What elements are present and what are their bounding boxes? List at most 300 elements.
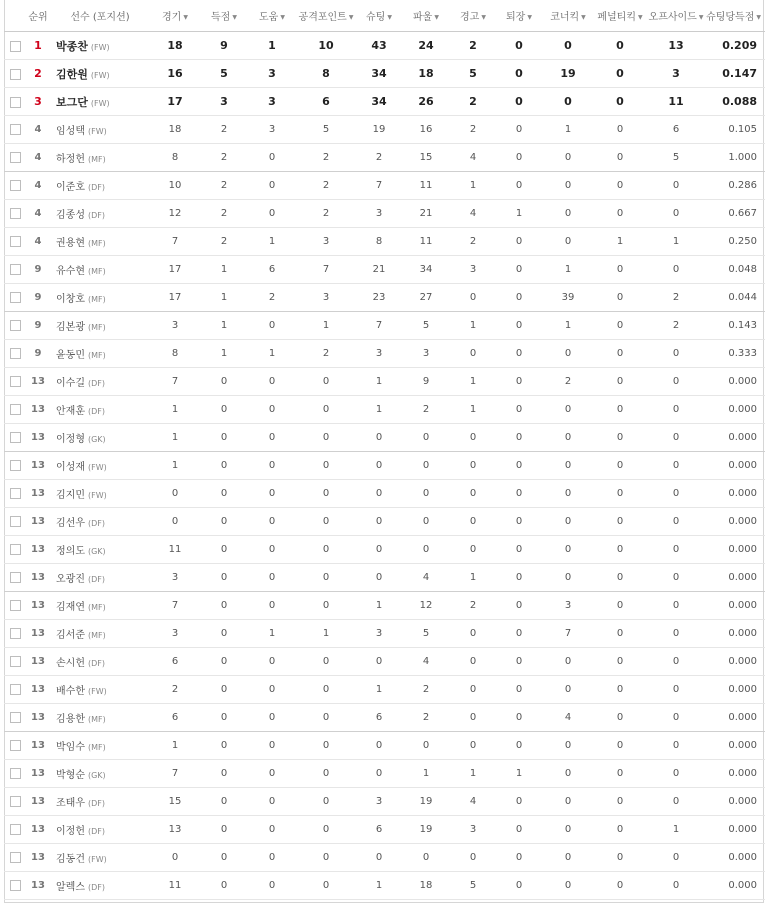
stat-cell-assists: 0	[248, 144, 296, 172]
stat-cell-corner-kicks: 0	[542, 508, 594, 536]
row-checkbox[interactable]	[10, 432, 21, 443]
player-cell	[50, 536, 150, 564]
table-row[interactable]	[4, 732, 765, 760]
column-header-fouls[interactable]	[402, 0, 450, 32]
player-cell	[50, 788, 150, 816]
row-checkbox[interactable]	[10, 264, 21, 275]
stat-cell-yellow-cards: 1	[450, 396, 496, 424]
row-checkbox[interactable]	[10, 376, 21, 387]
sort-arrow-icon[interactable]: ▼	[698, 14, 704, 21]
row-checkbox[interactable]	[10, 152, 21, 163]
stat-cell-assists: 0	[248, 732, 296, 760]
stat-cell-yellow-cards: 1	[450, 172, 496, 200]
stat-cell-offsides: 0	[646, 844, 706, 872]
stat-cell-goals-per-shot: 0.000	[706, 564, 765, 592]
stat-cell-offsides: 0	[646, 648, 706, 676]
stat-cell-red-cards: 0	[496, 144, 542, 172]
stat-cell-yellow-cards: 0	[450, 480, 496, 508]
stat-cell-games: 3	[150, 312, 200, 340]
stat-cell-games: 6	[150, 648, 200, 676]
row-checkbox[interactable]	[10, 41, 21, 52]
stat-cell-offsides: 2	[646, 284, 706, 312]
rank-cell: 2	[26, 60, 50, 88]
stat-cell-yellow-cards: 0	[450, 648, 496, 676]
stat-cell-red-cards: 0	[496, 228, 542, 256]
row-checkbox[interactable]	[10, 824, 21, 835]
rank-cell: 13	[26, 676, 50, 704]
stat-cell-corner-kicks: 0	[542, 452, 594, 480]
player-name[interactable]: 김지민	[56, 490, 85, 501]
row-checkbox-cell	[4, 340, 26, 368]
stat-cell-corner-kicks: 0	[542, 424, 594, 452]
stat-cell-goals-per-shot: 0.000	[706, 704, 765, 732]
stat-cell-offsides: 0	[646, 592, 706, 620]
stat-cell-goals: 0	[200, 508, 248, 536]
stat-cell-attack-points: 0	[296, 844, 356, 872]
player-position: (FW)	[87, 855, 107, 864]
stat-cell-attack-points: 0	[296, 508, 356, 536]
column-header-goals[interactable]	[200, 0, 248, 32]
stat-cell-goals-per-shot: 0.000	[706, 480, 765, 508]
stat-cell-corner-kicks: 0	[542, 732, 594, 760]
stat-cell-shots: 3	[356, 620, 402, 648]
table-row[interactable]	[4, 228, 765, 256]
rank-cell: 13	[26, 788, 50, 816]
row-checkbox-cell	[4, 172, 26, 200]
stat-cell-games: 1	[150, 732, 200, 760]
stat-cell-games: 7	[150, 592, 200, 620]
row-checkbox[interactable]	[10, 852, 21, 863]
rank-cell: 9	[26, 256, 50, 284]
stat-cell-offsides: 0	[646, 340, 706, 368]
stat-cell-goals: 1	[200, 256, 248, 284]
rank-cell: 13	[26, 760, 50, 788]
stat-cell-assists: 0	[248, 704, 296, 732]
stat-cell-offsides: 0	[646, 508, 706, 536]
player-name[interactable]: 이성재	[56, 462, 85, 473]
sort-arrow-icon[interactable]: ▼	[232, 14, 237, 21]
row-checkbox[interactable]	[10, 460, 21, 471]
sort-arrow-icon[interactable]: ▼	[581, 14, 586, 21]
column-header-offsides[interactable]	[646, 0, 706, 32]
player-name[interactable]: 권용현	[56, 238, 85, 249]
stat-cell-goals: 0	[200, 732, 248, 760]
row-checkbox[interactable]	[10, 69, 21, 80]
column-header-label: 파울	[413, 12, 433, 23]
row-checkbox[interactable]	[10, 712, 21, 723]
table-row[interactable]	[4, 256, 765, 284]
row-checkbox[interactable]	[10, 488, 21, 499]
stat-cell-shots: 7	[356, 312, 402, 340]
player-name[interactable]: 김선우	[56, 518, 85, 529]
row-checkbox[interactable]	[10, 740, 21, 751]
stat-cell-penalty-kicks: 0	[594, 844, 646, 872]
stat-cell-yellow-cards: 2	[450, 592, 496, 620]
table-row[interactable]	[4, 676, 765, 704]
table-row[interactable]	[4, 592, 765, 620]
table-row[interactable]	[4, 452, 765, 480]
stat-cell-goals-per-shot: 0.000	[706, 760, 765, 788]
stat-cell-attack-points: 6	[296, 88, 356, 116]
stat-cell-corner-kicks: 1	[542, 312, 594, 340]
stat-cell-red-cards: 0	[496, 676, 542, 704]
player-name[interactable]: 김재연	[56, 602, 85, 613]
stat-cell-penalty-kicks: 0	[594, 452, 646, 480]
stat-cell-shots: 3	[356, 340, 402, 368]
row-checkbox[interactable]	[10, 628, 21, 639]
player-name[interactable]: 이준호	[56, 182, 85, 193]
player-name[interactable]: 김용한	[56, 714, 85, 725]
stat-cell-red-cards: 0	[496, 172, 542, 200]
row-checkbox[interactable]	[10, 320, 21, 331]
player-position: (DF)	[87, 211, 105, 220]
stat-cell-goals-per-shot: 0.667	[706, 200, 765, 228]
stat-cell-penalty-kicks: 0	[594, 424, 646, 452]
player-name[interactable]: 보그단	[56, 95, 88, 109]
player-name[interactable]: 이정헌	[56, 826, 85, 837]
stat-cell-red-cards: 0	[496, 788, 542, 816]
table-row[interactable]	[4, 816, 765, 844]
player-position: (DF)	[87, 883, 105, 892]
stat-cell-yellow-cards: 1	[450, 312, 496, 340]
stat-cell-penalty-kicks: 0	[594, 816, 646, 844]
player-position: (DF)	[87, 799, 105, 808]
stat-cell-offsides: 0	[646, 424, 706, 452]
stat-cell-goals: 0	[200, 480, 248, 508]
stat-cell-fouls: 4	[402, 564, 450, 592]
stat-cell-games: 13	[150, 816, 200, 844]
stat-cell-goals-per-shot: 0.000	[706, 844, 765, 872]
player-name[interactable]: 김본광	[56, 322, 85, 333]
stat-cell-offsides: 0	[646, 452, 706, 480]
player-position: (MF)	[87, 743, 106, 752]
player-name[interactable]: 알렉스	[56, 882, 85, 893]
row-checkbox[interactable]	[10, 544, 21, 555]
row-checkbox[interactable]	[10, 97, 21, 108]
stat-cell-penalty-kicks: 0	[594, 116, 646, 144]
player-name[interactable]: 박임수	[56, 742, 85, 753]
stat-cell-assists: 3	[248, 116, 296, 144]
stat-cell-red-cards: 0	[496, 60, 542, 88]
stat-cell-yellow-cards: 0	[450, 620, 496, 648]
stat-cell-fouls: 11	[402, 228, 450, 256]
stat-cell-goals-per-shot: 0.000	[706, 732, 765, 760]
row-checkbox[interactable]	[10, 656, 21, 667]
player-name[interactable]: 박형순	[56, 770, 85, 781]
stat-cell-red-cards: 0	[496, 312, 542, 340]
stat-cell-corner-kicks: 1	[542, 116, 594, 144]
table-row[interactable]	[4, 480, 765, 508]
stat-cell-games: 0	[150, 480, 200, 508]
table-row[interactable]	[4, 424, 765, 452]
player-name[interactable]: 오광진	[56, 574, 85, 585]
player-name[interactable]: 정의도	[56, 546, 85, 557]
column-header-label: 득점	[211, 12, 231, 23]
stat-cell-assists: 0	[248, 844, 296, 872]
column-header-attack-points[interactable]	[296, 0, 356, 32]
stat-cell-red-cards: 0	[496, 256, 542, 284]
column-header-goals-per-shot[interactable]	[706, 0, 765, 32]
player-name[interactable]: 배수한	[56, 686, 85, 697]
table-row[interactable]	[4, 620, 765, 648]
stat-cell-offsides: 0	[646, 760, 706, 788]
table-row[interactable]	[4, 508, 765, 536]
player-name[interactable]: 김종성	[56, 210, 85, 221]
stat-cell-games: 7	[150, 228, 200, 256]
sort-arrow-icon[interactable]: ▼	[348, 14, 354, 21]
rank-cell: 9	[26, 340, 50, 368]
table-row[interactable]	[4, 564, 765, 592]
column-header-corner-kicks[interactable]	[542, 0, 594, 32]
row-checkbox[interactable]	[10, 796, 21, 807]
player-name[interactable]: 임성택	[56, 126, 85, 137]
stat-cell-penalty-kicks: 0	[594, 88, 646, 116]
column-header-games[interactable]	[150, 0, 200, 32]
row-checkbox[interactable]	[10, 292, 21, 303]
stat-cell-offsides: 0	[646, 564, 706, 592]
player-position: (FW)	[87, 127, 107, 136]
table-row[interactable]	[4, 536, 765, 564]
stat-cell-shots: 0	[356, 732, 402, 760]
player-position: (DF)	[87, 659, 105, 668]
row-checkbox[interactable]	[10, 208, 21, 219]
table-row[interactable]	[4, 200, 765, 228]
player-position: (MF)	[87, 295, 106, 304]
stat-cell-shots: 3	[356, 788, 402, 816]
stat-cell-red-cards: 0	[496, 368, 542, 396]
stat-cell-yellow-cards: 4	[450, 200, 496, 228]
player-cell	[50, 872, 150, 900]
stat-cell-yellow-cards: 4	[450, 144, 496, 172]
player-name[interactable]: 안재훈	[56, 406, 85, 417]
stat-cell-assists: 3	[248, 88, 296, 116]
row-checkbox[interactable]	[10, 404, 21, 415]
table-row[interactable]	[4, 704, 765, 732]
stat-cell-fouls: 5	[402, 620, 450, 648]
stat-cell-red-cards: 0	[496, 592, 542, 620]
stat-cell-fouls: 5	[402, 312, 450, 340]
table-row[interactable]	[4, 284, 765, 312]
table-row[interactable]	[4, 60, 765, 88]
table-row[interactable]	[4, 172, 765, 200]
row-checkbox-cell	[4, 228, 26, 256]
player-name[interactable]: 김서준	[56, 630, 85, 641]
stat-cell-assists: 0	[248, 508, 296, 536]
sort-arrow-icon[interactable]: ▼	[434, 14, 439, 21]
stat-cell-fouls: 24	[402, 32, 450, 60]
player-cell	[50, 508, 150, 536]
row-checkbox[interactable]	[10, 348, 21, 359]
column-header-yellow-cards[interactable]	[450, 0, 496, 32]
stat-cell-fouls: 0	[402, 844, 450, 872]
sort-arrow-icon[interactable]: ▼	[280, 14, 285, 21]
stat-cell-corner-kicks: 3	[542, 592, 594, 620]
stat-cell-offsides: 0	[646, 200, 706, 228]
stat-cell-corner-kicks: 0	[542, 872, 594, 900]
stat-cell-games: 17	[150, 284, 200, 312]
stat-cell-attack-points: 0	[296, 872, 356, 900]
table-row[interactable]	[4, 32, 765, 60]
table-row[interactable]	[4, 844, 765, 872]
player-cell	[50, 564, 150, 592]
row-checkbox[interactable]	[10, 768, 21, 779]
row-checkbox[interactable]	[10, 684, 21, 695]
stat-cell-games: 8	[150, 144, 200, 172]
stat-cell-goals-per-shot: 0.143	[706, 312, 765, 340]
stat-cell-goals-per-shot: 0.048	[706, 256, 765, 284]
stat-cell-offsides: 0	[646, 620, 706, 648]
column-header-penalty-kicks[interactable]	[594, 0, 646, 32]
row-checkbox[interactable]	[10, 880, 21, 891]
table-row[interactable]	[4, 144, 765, 172]
rank-cell: 13	[26, 844, 50, 872]
table-row[interactable]	[4, 396, 765, 424]
column-header-red-cards[interactable]	[496, 0, 542, 32]
stat-cell-offsides: 1	[646, 816, 706, 844]
stat-cell-fouls: 18	[402, 872, 450, 900]
player-name[interactable]: 조태우	[56, 798, 85, 809]
stat-cell-assists: 0	[248, 564, 296, 592]
column-header-label: 퇴장	[506, 12, 526, 23]
sort-arrow-icon[interactable]: ▼	[756, 14, 761, 21]
player-name[interactable]: 박종찬	[56, 39, 88, 53]
player-name[interactable]: 윤동민	[56, 350, 85, 361]
stat-cell-shots: 0	[356, 452, 402, 480]
stat-cell-red-cards: 0	[496, 508, 542, 536]
row-checkbox[interactable]	[10, 180, 21, 191]
stat-cell-offsides: 0	[646, 732, 706, 760]
stat-cell-red-cards: 0	[496, 480, 542, 508]
player-cell	[50, 144, 150, 172]
stat-cell-fouls: 27	[402, 284, 450, 312]
row-checkbox-cell	[4, 368, 26, 396]
stat-cell-shots: 1	[356, 872, 402, 900]
stat-cell-yellow-cards: 1	[450, 368, 496, 396]
player-position: (DF)	[87, 379, 105, 388]
stat-cell-red-cards: 0	[496, 32, 542, 60]
row-checkbox-cell	[4, 32, 26, 60]
stat-cell-fouls: 0	[402, 424, 450, 452]
row-checkbox[interactable]	[10, 572, 21, 583]
stat-cell-red-cards: 1	[496, 200, 542, 228]
player-name[interactable]: 하정헌	[56, 154, 85, 165]
stat-cell-red-cards: 0	[496, 536, 542, 564]
stat-cell-games: 17	[150, 88, 200, 116]
rank-cell: 13	[26, 816, 50, 844]
sort-arrow-icon[interactable]: ▼	[527, 14, 532, 21]
row-checkbox-cell	[4, 816, 26, 844]
player-cell	[50, 732, 150, 760]
stat-cell-fouls: 4	[402, 648, 450, 676]
stat-cell-penalty-kicks: 0	[594, 676, 646, 704]
table-row[interactable]	[4, 872, 765, 900]
stat-cell-shots: 1	[356, 368, 402, 396]
rank-cell: 1	[26, 32, 50, 60]
sort-arrow-icon[interactable]: ▼	[481, 14, 486, 21]
stat-cell-yellow-cards: 4	[450, 788, 496, 816]
player-cell	[50, 648, 150, 676]
player-name[interactable]: 손시헌	[56, 658, 85, 669]
player-position: (MF)	[87, 155, 106, 164]
stat-cell-offsides: 0	[646, 256, 706, 284]
table-row[interactable]	[4, 312, 765, 340]
stat-cell-penalty-kicks: 0	[594, 256, 646, 284]
table-row[interactable]	[4, 788, 765, 816]
stat-cell-goals: 0	[200, 872, 248, 900]
sort-arrow-icon[interactable]: ▼	[638, 14, 643, 21]
row-checkbox[interactable]	[10, 236, 21, 247]
stat-cell-games: 12	[150, 200, 200, 228]
player-name[interactable]: 이수길	[56, 378, 85, 389]
table-row[interactable]	[4, 340, 765, 368]
stat-cell-corner-kicks: 0	[542, 200, 594, 228]
player-name[interactable]: 유수현	[56, 266, 85, 277]
row-checkbox-cell	[4, 480, 26, 508]
stat-cell-penalty-kicks: 0	[594, 704, 646, 732]
player-cell	[50, 172, 150, 200]
stat-cell-red-cards: 0	[496, 116, 542, 144]
player-position: (FW)	[87, 491, 107, 500]
player-name[interactable]: 이창호	[56, 294, 85, 305]
stat-cell-offsides: 1	[646, 228, 706, 256]
row-checkbox-cell	[4, 452, 26, 480]
stat-cell-attack-points: 2	[296, 200, 356, 228]
row-checkbox-cell	[4, 424, 26, 452]
column-header-shots[interactable]	[356, 0, 402, 32]
stat-cell-penalty-kicks: 1	[594, 228, 646, 256]
stat-cell-games: 11	[150, 536, 200, 564]
stat-cell-yellow-cards: 2	[450, 116, 496, 144]
sort-arrow-icon[interactable]: ▼	[183, 14, 188, 21]
player-cell	[50, 88, 150, 116]
column-header-label: 오프사이드	[648, 12, 697, 23]
column-header-assists[interactable]	[248, 0, 296, 32]
stat-cell-goals-per-shot: 0.000	[706, 816, 765, 844]
player-position: (FW)	[87, 463, 107, 472]
stat-cell-offsides: 13	[646, 32, 706, 60]
row-checkbox[interactable]	[10, 124, 21, 135]
table-row[interactable]	[4, 116, 765, 144]
table-row[interactable]	[4, 648, 765, 676]
stat-cell-goals: 0	[200, 396, 248, 424]
stat-cell-games: 6	[150, 704, 200, 732]
table-row[interactable]	[4, 88, 765, 116]
stat-cell-yellow-cards: 0	[450, 340, 496, 368]
stat-cell-goals-per-shot: 1.000	[706, 144, 765, 172]
player-name[interactable]: 김한원	[56, 67, 88, 81]
stat-cell-penalty-kicks: 0	[594, 732, 646, 760]
table-row[interactable]	[4, 368, 765, 396]
stat-cell-yellow-cards: 0	[450, 844, 496, 872]
row-checkbox-cell	[4, 116, 26, 144]
stat-cell-shots: 3	[356, 200, 402, 228]
stat-cell-goals-per-shot: 0.286	[706, 172, 765, 200]
stat-cell-goals-per-shot: 0.000	[706, 676, 765, 704]
table-row[interactable]	[4, 760, 765, 788]
player-position: (GK)	[87, 547, 106, 556]
stat-cell-shots: 0	[356, 648, 402, 676]
player-name[interactable]: 김동건	[56, 854, 85, 865]
stat-cell-goals: 2	[200, 116, 248, 144]
stat-cell-fouls: 3	[402, 340, 450, 368]
stat-cell-corner-kicks: 0	[542, 340, 594, 368]
sort-arrow-icon[interactable]: ▼	[387, 14, 392, 21]
row-checkbox[interactable]	[10, 600, 21, 611]
player-name[interactable]: 이정형	[56, 434, 85, 445]
row-checkbox[interactable]	[10, 516, 21, 527]
stat-cell-assists: 0	[248, 648, 296, 676]
stat-cell-goals: 0	[200, 368, 248, 396]
